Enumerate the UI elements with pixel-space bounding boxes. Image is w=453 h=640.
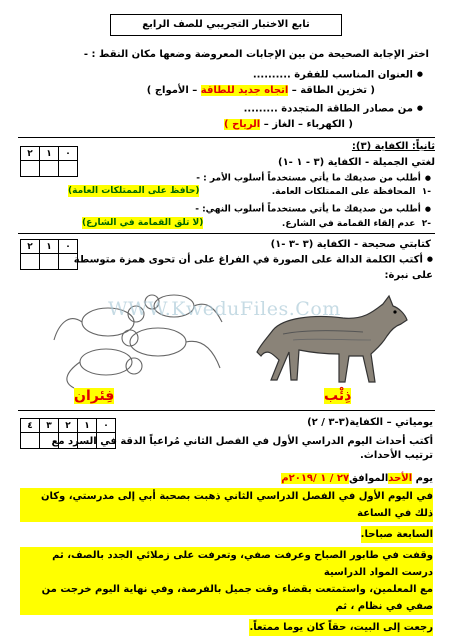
diary-line-3: وقفت في طابور الصباح وعرفت صفي، وتعرفت على زملائي الجدد بالصف، ثم درست المواد الدراسية — [20, 547, 433, 581]
q1-option-1-1: ( تخزين الطاقة — [300, 85, 375, 96]
diary-date: ٢٧ / ١ /٢٠١٩م — [281, 473, 350, 484]
section2-item-2-answer: (لا تلق القمامة في الشارع) — [82, 218, 204, 228]
section2-item-2-prompt: ● أطلب من صديقك ما يأتي مستخدماً أسلوب النهي: - — [195, 203, 431, 216]
section2-subheading: لغتي الجميلة - الكفاية (٣ - ١ -١) — [277, 157, 435, 168]
section2-item-2-task: -٢ عدم إلقاء القمامة في الشارع. — [281, 219, 431, 229]
section2-score-table: ٢ ١ ٠ — [20, 146, 78, 177]
diary-date-line: يوم الأحدالموافق٢٧ / ١ /٢٠١٩م — [281, 473, 433, 484]
diary-line-5: رجعت إلى البيت، حقاً كان يوما ممتعاً. — [249, 619, 433, 636]
q1-option-1-3: الأمواج ) — [146, 85, 189, 96]
watermark: WWW.KweduFiles.Com — [108, 298, 341, 320]
q1-separator: – — [298, 119, 304, 130]
section2-heading: ثانياً: الكفاية (٣): — [351, 141, 435, 152]
q1-item-1-options — [147, 84, 375, 97]
diary-day: الأحد — [388, 473, 413, 484]
section2-item-1-prompt: ● أطلب من صديقك ما يأتي مستخدماً أسلوب الأمر : - — [196, 172, 431, 185]
diary-line-4: مع المعلمين، واستمتعت بقضاء وقت جميل بالفرصة، وفي نهاية اليوم خرجت من صفي في نظام ، ثم — [20, 581, 433, 615]
section3-heading: كتابتي صحيحة - الكفاية (٣ -٣ -١) — [270, 239, 431, 250]
q1-item-1-text: ● العنوان المناسب للفقرة .......... — [253, 68, 423, 82]
section-divider — [18, 233, 435, 234]
section3-instruction: ● أكتب الكلمة الدالة على الصورة في الفراغ على أن تحوى همزة متوسطة — [74, 253, 433, 267]
section-divider — [18, 137, 435, 138]
section4-heading: يومياتي – الكفاية(٣-٣ / ٢) — [307, 417, 433, 428]
q1-option-2-1: ( الكهرباء — [306, 119, 353, 130]
q1-item-2-options — [224, 118, 353, 131]
section-divider — [18, 410, 435, 411]
q1-instruction: اختر الإجابة الصحيحة من بين الإجابات المعروضة وضعها مكان النقط : - — [83, 49, 429, 60]
section4-instruction: أكتب أحداث اليوم الدراسي الأول في الفصل الثاني مُراعياً الدقة في السرد مع — [51, 436, 433, 447]
q1-separator: – — [263, 119, 269, 130]
q1-option-1-2-answer: اتجاه جديد للطاقة — [200, 85, 289, 96]
section4-instruction-cont: ترتيب الأحداث. — [359, 450, 433, 461]
section4-score-table: ٤ ٣ ٢ ١ ٠ — [20, 418, 116, 449]
q1-separator: – — [192, 85, 198, 96]
answer-mice: فِئران — [74, 388, 115, 404]
diary-line-1: في اليوم الأول في الفصل الدراسي الثاني ذهبت بصحبة أبي إلى مدرستي، وكان ذلك في الساعة — [20, 488, 433, 522]
diary-line-2: السابعة صباحا. — [361, 526, 433, 543]
section3-score-table: ٢ ١ ٠ — [20, 239, 78, 270]
diary-body — [20, 488, 433, 636]
q1-option-2-2: الغاز — [272, 119, 295, 130]
answer-wolf: ذِئْب — [324, 388, 352, 404]
section2-item-1-task: -١ المحافظة على الممتلكات العامة. — [271, 187, 431, 197]
section3-instruction-cont: على نبرة: — [384, 270, 433, 281]
q1-separator: – — [291, 85, 297, 96]
page-title: تابع الاختبار التجريبي للصف الرابع — [110, 14, 342, 36]
section2-item-1-answer: (حافظ على الممتلكات العامة) — [68, 186, 200, 196]
q1-item-2-text: ● من مصادر الطاقة المتجددة ......... — [244, 102, 423, 116]
q1-option-2-3-answer: الرياح ) — [224, 119, 261, 130]
